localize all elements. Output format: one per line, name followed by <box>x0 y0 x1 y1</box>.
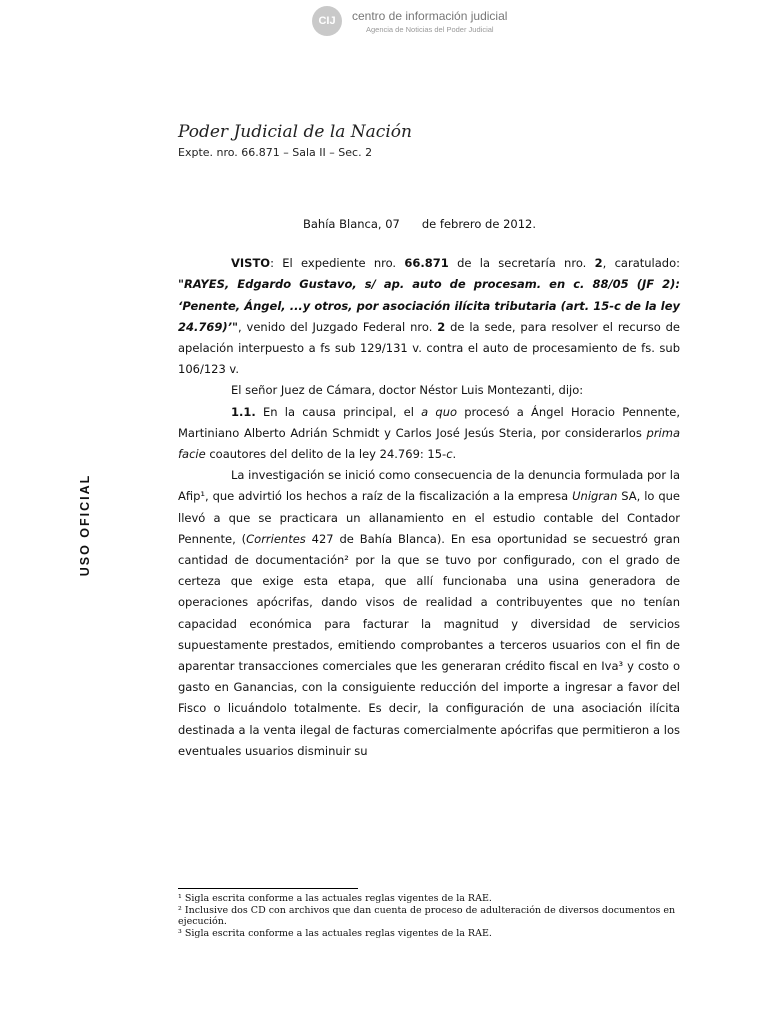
date-line <box>178 214 680 235</box>
document-body <box>178 214 680 762</box>
street-name: Corrientes <box>246 531 306 546</box>
visto-paragraph <box>178 253 680 380</box>
org-name: centro de información judicial <box>352 9 508 23</box>
section-text-1: En la causa principal, el <box>255 404 422 419</box>
date-rest: de febrero de 2012. <box>421 217 536 231</box>
section-number: 1.1. <box>231 404 256 419</box>
visto-text-1: : El expediente nro. <box>270 256 405 271</box>
visto-text-5: de la sede, para resolver el recurso de apelación interpuesto a fs sub 129/131 v. contra el auto de procesamiento de fs. sub 106/123 v. <box>178 319 680 377</box>
file-number: 66.871 <box>404 256 449 271</box>
court-number: 2 <box>437 319 446 334</box>
section-1-1-paragraph <box>178 402 680 466</box>
case-caption: "RAYES, Edgardo Gustavo, s/ ap. auto de procesam. en c. 88/05 (JF 2): ‘Penente, Ángel, ...y otros, por asociación ilícita tributaria (art. 15-c de la ley 24.769)’" <box>178 277 680 334</box>
org-subtitle: Agencia de Noticias del Poder Judicial <box>366 25 494 34</box>
investigation-text-3: 427 de Bahía Blanca). En esa oportunidad se secuestró gran cantidad de documentación² por la que se tuvo por configurado, con el grado de certeza que exige esta etapa, que allí funcionaba una usina generadora de operaciones apócrifas, dando visos de realidad a contribuyentes que no tenían capacidad económica para facturar la magnitud y diversidad de servicios supuestamente prestados, emitiendo comprobantes a terceros usuarios con el fin de aparentar transacciones comerciales que les generaran crédito fiscal en Iva³ y costo o gasto en Ganancias, con la consiguiente reducción del importe a ingresar a favor del Fisco o licuándolo totalmente. Es decir, la configuración de una asociación ilícita destinada a la venta ilegal de facturas comercialmente apócrifas que permitieron a los eventuales usuarios disminuir su <box>178 531 680 758</box>
footnote-divider <box>178 888 358 889</box>
secretariat-number: 2 <box>594 256 603 271</box>
visto-text-4: , venido del Juzgado Federal nro. <box>238 319 438 334</box>
visto-text-3: , caratulado: <box>602 256 680 271</box>
section-text-3: coautores del delito de la ley 24.769: 15- <box>205 447 447 462</box>
a-quo-term: a quo <box>421 404 458 419</box>
section-text-2: procesó a Ángel Horacio Pennente, Martiniano Alberto Adrián Schmidt y Carlos José Jesús Steria, por considerarlos <box>178 404 680 440</box>
footnote-3: ³ Sigla escrita conforme a las actuales reglas vigentes de la RAE. <box>178 927 492 939</box>
date-city: Bahía Blanca, <box>303 217 382 231</box>
footnote-1: ¹ Sigla escrita conforme a las actuales reglas vigentes de la RAE. <box>178 893 492 904</box>
official-use-label: USO OFICIAL <box>78 473 92 577</box>
visto-text-2: de la secretaría nro. <box>448 256 595 271</box>
section-text-4: . <box>452 447 457 462</box>
prima-facie-term: prima facie <box>178 425 680 462</box>
section-letter-c: c <box>446 447 453 462</box>
investigation-text-2: SA, lo que llevó a que se practicara un allanamiento en el estudio contable del Contador Pennente, ( <box>178 489 680 546</box>
company-name: Unigran <box>572 489 618 504</box>
footnotes <box>178 888 680 939</box>
court-heading: Poder Judicial de la Nación <box>178 122 412 142</box>
judge-paragraph: El señor Juez de Cámara, doctor Néstor Luis Montezanti, dijo: <box>231 383 584 398</box>
investigation-text-1: La investigación se inició como consecuencia de la denuncia formulada por la Afip¹, que advirtió los hechos a raíz de la fiscalización a la empresa <box>178 468 680 504</box>
date-day: 07 <box>385 217 400 231</box>
footnote-2: ² Inclusive dos CD con archivos que dan cuenta de proceso de adulteración de diversos documentos en ejecución. <box>178 904 676 927</box>
visto-lead: VISTO <box>231 256 271 271</box>
cij-logo-icon: CIJ <box>312 6 342 36</box>
file-reference: Expte. nro. 66.871 – Sala II – Sec. 2 <box>178 146 373 159</box>
investigation-paragraph <box>178 465 680 762</box>
